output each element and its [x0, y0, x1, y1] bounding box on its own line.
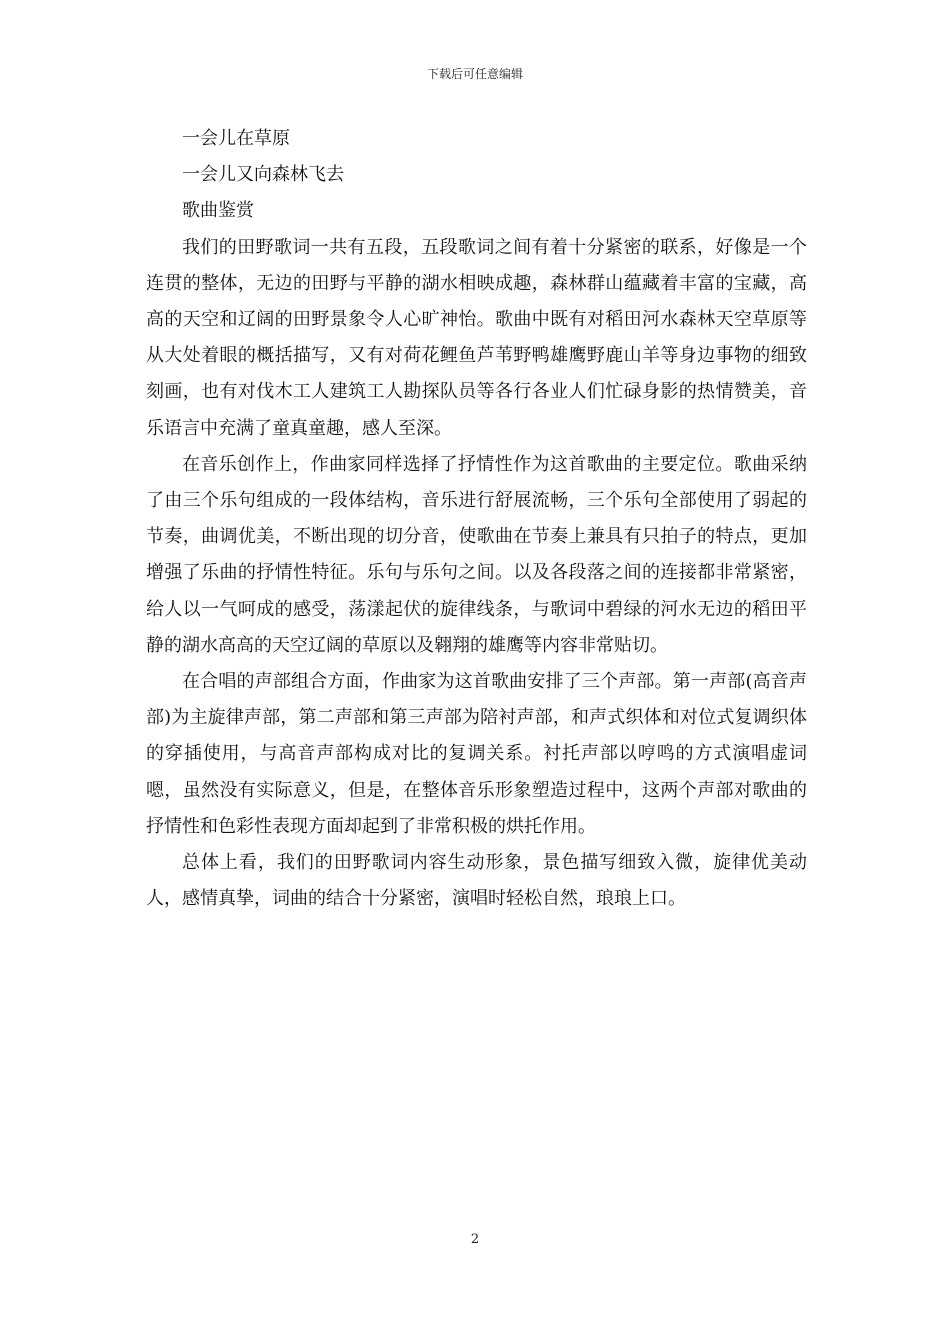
- body-paragraph: 总体上看，我们的田野歌词内容生动形象，景色描写细致入微，旋律优美动人，感情真挚，词曲的结合十分紧密，演唱时轻松自然，琅琅上口。: [146, 852, 807, 910]
- lyric-line: 一会儿在草原: [182, 128, 290, 149]
- section-heading: 歌曲鉴赏: [182, 200, 254, 222]
- page-header: 下载后可任意编辑: [426, 67, 523, 81]
- page-number: 2: [470, 1232, 480, 1247]
- body-paragraph: 在音乐创作上，作曲家同样选择了抒情性作为这首歌曲的主要定位。歌曲采纳了由三个乐句组成的一段体结构，音乐进行舒展流畅，三个乐句全部使用了弱起的节奏，曲调优美，不断出现的切分音，使歌曲在节奏上兼具有只拍子的特点，更加增强了乐曲的抒情性特征。乐句与乐句之间。以及各段落之间的连接都非常紧密，给人以一气呵成的感受，荡漾起伏的旋律线条，与歌词中碧绿的河水无边的稻田平静的湖水高高的天空辽阔的草原以及翱翔的雄鹰等内容非常贴切。: [146, 453, 807, 656]
- lyric-line: 一会儿又向森林飞去: [182, 164, 344, 186]
- body-paragraph: 我们的田野歌词一共有五段，五段歌词之间有着十分紧密的联系，好像是一个连贯的整体，无边的田野与平静的湖水相映成趣，森林群山蕴藏着丰富的宝藏，高高的天空和辽阔的田野景象令人心旷神怡。歌曲中既有对稻田河水森林天空草原等从大处着眼的概括描写，又有对荷花鲤鱼芦苇野鸭雄鹰野鹿山羊等身边事物的细致刻画，也有对伐木工人建筑工人勘探队员等各行各业人们忙碌身影的热情赞美，音乐语言中充满了童真童趣，感人至深。: [146, 236, 807, 439]
- body-paragraph: 在合唱的声部组合方面，作曲家为这首歌曲安排了三个声部。第一声部(高音声部)为主旋律声部，第二声部和第三声部为陪衬声部，和声式织体和对位式复调织体的穿插使用，与高音声部构成对比的复调关系。衬托声部以哼鸣的方式演唱虚词嗯，虽然没有实际意义，但是，在整体音乐形象塑造过程中，这两个声部对歌曲的抒情性和色彩性表现方面却起到了非常积极的烘托作用。: [146, 671, 807, 837]
- document-body: [146, 121, 807, 917]
